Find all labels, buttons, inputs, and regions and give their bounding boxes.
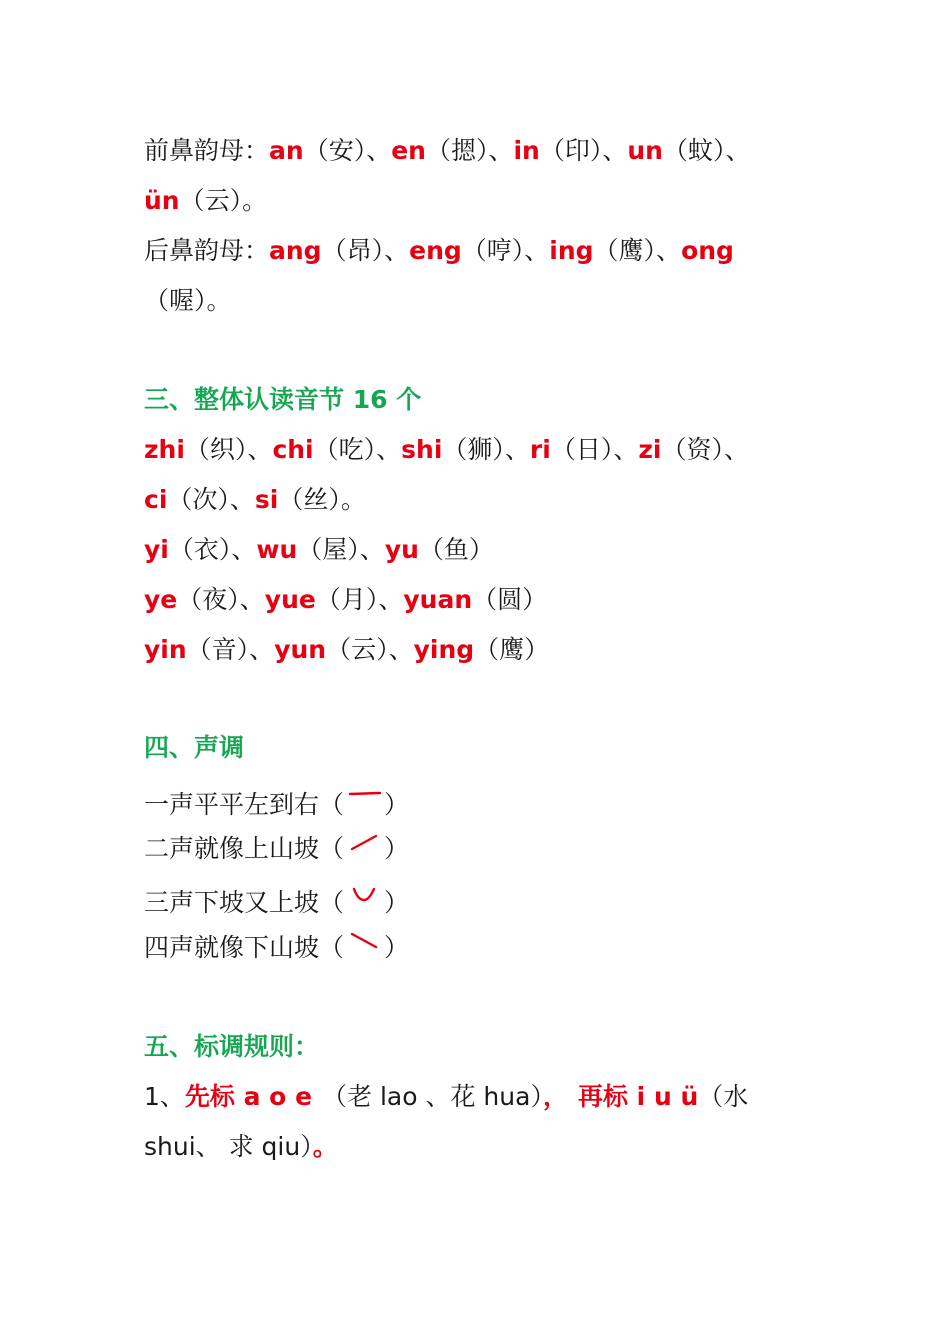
hanzi-zhi: （织）、 xyxy=(184,435,273,464)
tone-3-text: 三声下坡又上坡 xyxy=(144,888,320,917)
tone-2-text: 二声就像上山坡 xyxy=(144,834,320,863)
rule-1-first: 先标 a o e xyxy=(184,1082,313,1111)
pinyin-zi: zi xyxy=(638,435,662,464)
pinyin-chi: chi xyxy=(272,435,314,464)
pinyin-yue: yue xyxy=(264,585,316,614)
hanzi-chi: （吃）、 xyxy=(313,435,402,464)
tone1-mark-icon xyxy=(344,788,384,822)
pinyin-ang: ang xyxy=(269,236,322,265)
tone3-mark-icon xyxy=(344,886,384,920)
hanzi-ri: （日）、 xyxy=(550,435,639,464)
tone-4-open: （ xyxy=(319,933,345,962)
pinyin-an: an xyxy=(269,136,304,165)
hanzi-yi: （衣）、 xyxy=(168,535,257,564)
front-nasal-label: 前鼻韵母： xyxy=(144,136,270,165)
hanzi-ang: （昂）、 xyxy=(321,236,410,265)
front-nasal-line-1 xyxy=(144,134,751,168)
pinyin-yuan: yuan xyxy=(403,585,473,614)
tone-line-4 xyxy=(144,931,409,965)
rule-1-second: 再标 i u ü xyxy=(577,1082,699,1111)
pinyin-shi: shi xyxy=(401,435,443,464)
pinyin-ye: ye xyxy=(144,585,178,614)
syllable-line-4 xyxy=(144,583,547,617)
tone-1-text: 一声平平左到右 xyxy=(144,790,320,819)
rule-1-number: 1、 xyxy=(144,1082,185,1111)
pinyin-ying: ying xyxy=(413,635,475,664)
hanzi-vn: （云）。 xyxy=(179,186,268,215)
rule-1-line-1 xyxy=(144,1080,748,1114)
hanzi-in: （印）、 xyxy=(539,136,628,165)
hanzi-zi: （资）、 xyxy=(661,435,749,464)
tone-line-1 xyxy=(144,788,409,822)
syllable-line-1 xyxy=(144,433,749,467)
rule-1-example-1: （老 lao 、花 hua） xyxy=(322,1082,543,1111)
hanzi-eng: （哼）、 xyxy=(461,236,550,265)
rule-1-period: 。 xyxy=(312,1132,338,1161)
section-5-heading: 五、标调规则： xyxy=(144,1032,320,1061)
tone-2-open: （ xyxy=(319,834,345,863)
section-3-heading: 三、整体认读音节 16 个 xyxy=(144,385,422,414)
tone-2-close: ） xyxy=(384,834,410,863)
hanzi-an: （安）、 xyxy=(303,136,392,165)
pinyin-eng: eng xyxy=(409,236,462,265)
hanzi-ying: （鹰） xyxy=(474,635,550,664)
hanzi-yun: （云）、 xyxy=(326,635,414,664)
syllable-line-3 xyxy=(144,533,494,567)
section-4-heading: 四、声调 xyxy=(144,733,245,762)
pinyin-vn: ün xyxy=(144,186,180,215)
tone-4-text: 四声就像下山坡 xyxy=(144,933,320,962)
hanzi-ye: （夜）、 xyxy=(177,585,265,614)
front-nasal-line-2 xyxy=(144,184,267,218)
pinyin-si: si xyxy=(254,485,279,514)
hanzi-shi: （狮）、 xyxy=(442,435,530,464)
tone-line-3 xyxy=(144,886,409,920)
tone-1-open: （ xyxy=(319,790,345,819)
hanzi-yue: （月）、 xyxy=(315,585,404,614)
tone-1-close: ） xyxy=(384,790,410,819)
tone2-mark-icon xyxy=(344,832,384,866)
syllable-line-5 xyxy=(144,633,549,667)
syllable-line-2 xyxy=(144,483,366,517)
pinyin-un: un xyxy=(627,136,663,165)
pinyin-wu: wu xyxy=(256,535,298,564)
rule-1-line-2 xyxy=(144,1130,338,1164)
rule-1-comma: ， xyxy=(542,1082,568,1111)
hanzi-yuan: （圆） xyxy=(472,585,548,614)
pinyin-ing: ing xyxy=(549,236,594,265)
pinyin-yun: yun xyxy=(274,635,327,664)
hanzi-ing: （鹰）、 xyxy=(593,236,682,265)
rule-1-example-2-start: （水 xyxy=(698,1082,749,1111)
tone-4-close: ） xyxy=(384,933,410,962)
pinyin-yi: yi xyxy=(144,535,169,564)
pinyin-ong: ong xyxy=(681,236,734,265)
back-nasal-line-1 xyxy=(144,234,734,268)
pinyin-yu: yu xyxy=(384,535,419,564)
pinyin-in: in xyxy=(513,136,540,165)
hanzi-un: （蚊）、 xyxy=(662,136,751,165)
pinyin-zhi: zhi xyxy=(144,435,185,464)
hanzi-ong: （喔）。 xyxy=(144,286,232,315)
pinyin-en: en xyxy=(391,136,426,165)
hanzi-si: （丝）。 xyxy=(278,485,366,514)
back-nasal-line-2 xyxy=(144,284,232,318)
pinyin-yin: yin xyxy=(144,635,187,664)
hanzi-yu: （鱼） xyxy=(418,535,494,564)
rule-1-example-2-end: shui、 求 qiu） xyxy=(144,1132,313,1161)
tone-line-2 xyxy=(144,832,409,866)
pinyin-ri: ri xyxy=(529,435,551,464)
back-nasal-label: 后鼻韵母： xyxy=(144,236,270,265)
tone-3-close: ） xyxy=(384,888,410,917)
tone-3-open: （ xyxy=(319,888,345,917)
hanzi-en: （摁）、 xyxy=(425,136,514,165)
pinyin-ci: ci xyxy=(144,485,168,514)
hanzi-yin: （音）、 xyxy=(186,635,275,664)
hanzi-wu: （屋）、 xyxy=(297,535,385,564)
tone4-mark-icon xyxy=(344,931,384,965)
hanzi-ci: （次）、 xyxy=(167,485,255,514)
